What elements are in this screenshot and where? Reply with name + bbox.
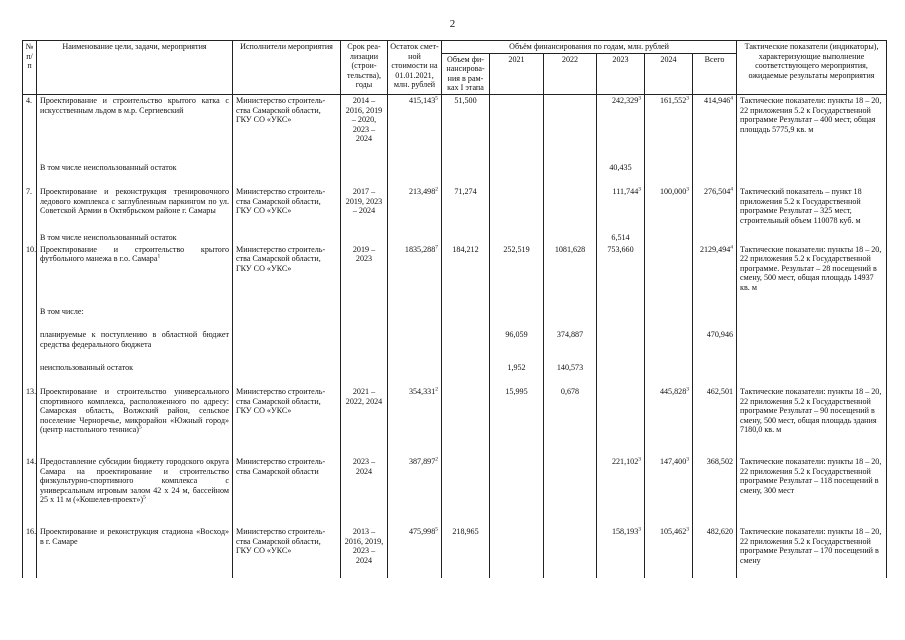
row-remainder: 354,331$^2$ xyxy=(388,386,442,456)
row-total: 368,502 xyxy=(693,456,737,526)
table-row xyxy=(23,306,887,318)
row-executors: Министерство строитель-ства Самарской области, ГКУ СО «УКС» xyxy=(233,244,341,306)
row-executors: Министерство строитель-ства Самарской области xyxy=(233,456,341,526)
row-executors: Министерство строитель-ства Самарской области, ГКУ СО «УКС» xyxy=(233,94,341,162)
row-2024: 445,828$^3$ xyxy=(645,386,693,456)
header-term: Срок реа-лизации (строи-тельства), годы xyxy=(341,41,388,95)
row-2022: 0,678 xyxy=(544,386,597,456)
header-2023: 2023 xyxy=(597,53,645,94)
row-2021: 15,995 xyxy=(490,386,544,456)
row-2022: 374,887 xyxy=(544,329,597,350)
header-2022: 2022 xyxy=(544,53,597,94)
table-row xyxy=(23,244,887,306)
row-term: 2017 – 2019, 2023 – 2024 xyxy=(341,186,388,232)
row-2023: 40,435 xyxy=(597,162,645,174)
row-stage1: 184,212 xyxy=(442,244,490,306)
row-indicators: Тактические показатели: пункты 18 – 20, 22 приложения 5.2 к Государственной программе Результат – 170 посещений в смену xyxy=(737,526,887,578)
row-term: 2023 – 2024 xyxy=(341,456,388,526)
row-executors: Министерство строитель-ства Самарской области, ГКУ СО «УКС» xyxy=(233,526,341,578)
row-2023: 111,744$^3$ xyxy=(597,186,645,232)
row-2024: 100,000$^3$ xyxy=(645,186,693,232)
row-name: В том числе неиспользованный остаток xyxy=(37,232,233,244)
row-name: Проектирование и строительство универсального спортивного комплекса, расположенного по адресу: Самарская область, Волжский район, сельское поселение Черноречье, микрорайон «Южный город» (центр настольного тенниса)$^5$ xyxy=(37,386,233,456)
row-remainder: 213,498$^2$ xyxy=(388,186,442,232)
table-row xyxy=(23,162,887,174)
row-indicators: Тактический показатель – пункт 18 приложения 5.2 к Государственной программе Результат – 325 мест, строительный объем 110078 куб. м xyxy=(737,186,887,232)
row-2022: 1081,628 xyxy=(544,244,597,306)
row-term: 2021 – 2022, 2024 xyxy=(341,386,388,456)
row-2021: 252,519 xyxy=(490,244,544,306)
row-indicators: Тактические показатели: пункты 18 – 20, 22 приложения 5.2 к Государственной программе Результат – 118 посещений в смену, 300 мест xyxy=(737,456,887,526)
row-stage1: 218,965 xyxy=(442,526,490,578)
row-remainder: 387,897$^2$ xyxy=(388,456,442,526)
header-indicators: Тактические показатели (индикаторы), характеризующие выполнение соответствующего мероприятия, ожидаемые результаты мероприятия xyxy=(737,41,887,95)
row-total: 276,504$^4$ xyxy=(693,186,737,232)
row-2021: 96,059 xyxy=(490,329,544,350)
table-row xyxy=(23,456,887,526)
row-remainder: 475,998$^5$ xyxy=(388,526,442,578)
row-executors: Министерство строитель-ства Самарской области, ГКУ СО «УКС» xyxy=(233,386,341,456)
row-remainder: 415,143$^5$ xyxy=(388,94,442,162)
row-remainder: 1835,288$^7$ xyxy=(388,244,442,306)
row-name: Предоставление субсидии бюджету городского округа Самара на проектирование и строительство физкультурно-спортивного комплекса с универсальным игровым залом 42 х 24 м, бассейном 25 х 11 м («Кошелев-проект»)$^5$ xyxy=(37,456,233,526)
row-2022: 140,573 xyxy=(544,362,597,374)
row-stage1: 71,274 xyxy=(442,186,490,232)
header-stage1: Объем фи-нансирова-ния в рам-ках I этапа xyxy=(442,53,490,94)
row-total: 482,620 xyxy=(693,526,737,578)
row-total: 414,946$^4$ xyxy=(693,94,737,162)
table-row xyxy=(23,94,887,162)
page-number: 2 xyxy=(449,18,456,30)
row-2023: 753,660 xyxy=(597,244,645,306)
header-funding: Объём финансирования по годам, млн. рублей xyxy=(442,41,737,54)
row-executors: Министерство строитель-ства Самарской области, ГКУ СО «УКС» xyxy=(233,186,341,232)
row-term: 2013 – 2016, 2019, 2023 – 2024 xyxy=(341,526,388,578)
row-num: 16. xyxy=(23,526,37,578)
table-row xyxy=(23,186,887,232)
table-row xyxy=(23,232,887,244)
row-name: В том числе неиспользованный остаток xyxy=(37,162,233,174)
funding-table xyxy=(22,40,887,578)
row-total: 470,946 xyxy=(693,329,737,350)
row-2023: 221,102$^3$ xyxy=(597,456,645,526)
table-row xyxy=(23,386,887,456)
table-row xyxy=(23,362,887,374)
row-2021: 1,952 xyxy=(490,362,544,374)
row-stage1: 51,500 xyxy=(442,94,490,162)
row-indicators: Тактические показатели: пункты 18 – 20, 22 приложения 5.2 к Государственной программе. Результат – 28 посещений в смену, 500 мест, общая площадь 14937 кв. м xyxy=(737,244,887,306)
row-num: 13. xyxy=(23,386,37,456)
row-total: 2129,494$^4$ xyxy=(693,244,737,306)
row-num: 14. xyxy=(23,456,37,526)
row-name: Проектирование и реконструкция тренировочного ледового комплекса с заглубленным паркингом по ул. Советской Армии в Октябрьском районе г. Самары xyxy=(37,186,233,232)
row-num: 4. xyxy=(23,94,37,162)
row-name: Проектирование и реконструкция стадиона «Восход» в г. Самаре xyxy=(37,526,233,578)
row-indicators: Тактические показатели: пункты 18 – 20, 22 приложения 5.2 к Государственной программе Результат – 400 мест, общая площадь 5775,9 кв. м xyxy=(737,94,887,162)
row-name: В том числе: xyxy=(37,306,233,318)
row-2021 xyxy=(490,94,544,162)
row-2023: 6,514 xyxy=(597,232,645,244)
header-2024: 2024 xyxy=(645,53,693,94)
row-total: 462,501 xyxy=(693,386,737,456)
row-2023: 242,329$^3$ xyxy=(597,94,645,162)
row-2024: 161,552$^3$ xyxy=(645,94,693,162)
row-term: 2014 – 2016, 2019 – 2020, 2023 – 2024 xyxy=(341,94,388,162)
row-num: 7. xyxy=(23,186,37,232)
row-name: планируемые к поступлению в областной бюджет средства федерального бюджета xyxy=(37,329,233,350)
row-indicators: Тактические показатели: пункты 18 – 20, 22 приложения 5.2 к Государственной программе Результат – 90 посещений в смену, 500 мест, общая площадь здания 7180,0 кв. м xyxy=(737,386,887,456)
row-term: 2019 – 2023 xyxy=(341,244,388,306)
header-num: № п/п xyxy=(23,41,37,95)
row-2022 xyxy=(544,94,597,162)
row-2024: 105,462$^3$ xyxy=(645,526,693,578)
table-row xyxy=(23,526,887,578)
row-name: неиспользованный остаток xyxy=(37,362,233,374)
header-2021: 2021 xyxy=(490,53,544,94)
header-total: Всего xyxy=(693,53,737,94)
header-remainder: Остаток смет-ной стоимости на 01.01.2021, млн. рублей xyxy=(388,41,442,95)
row-name: Проектирование и строительство крытого футбольного манежа в г.о. Самара$^1$ xyxy=(37,244,233,306)
row-num: 10. xyxy=(23,244,37,306)
header-executors: Исполнители мероприятия xyxy=(233,41,341,95)
row-2023: 158,193$^3$ xyxy=(597,526,645,578)
row-name: Проектирование и строительство крытого катка с искусственным льдом в м.р. Сергиевский xyxy=(37,94,233,162)
row-2024: 147,400$^3$ xyxy=(645,456,693,526)
header-name: Наименование цели, задачи, мероприятия xyxy=(37,41,233,95)
table-row xyxy=(23,329,887,350)
